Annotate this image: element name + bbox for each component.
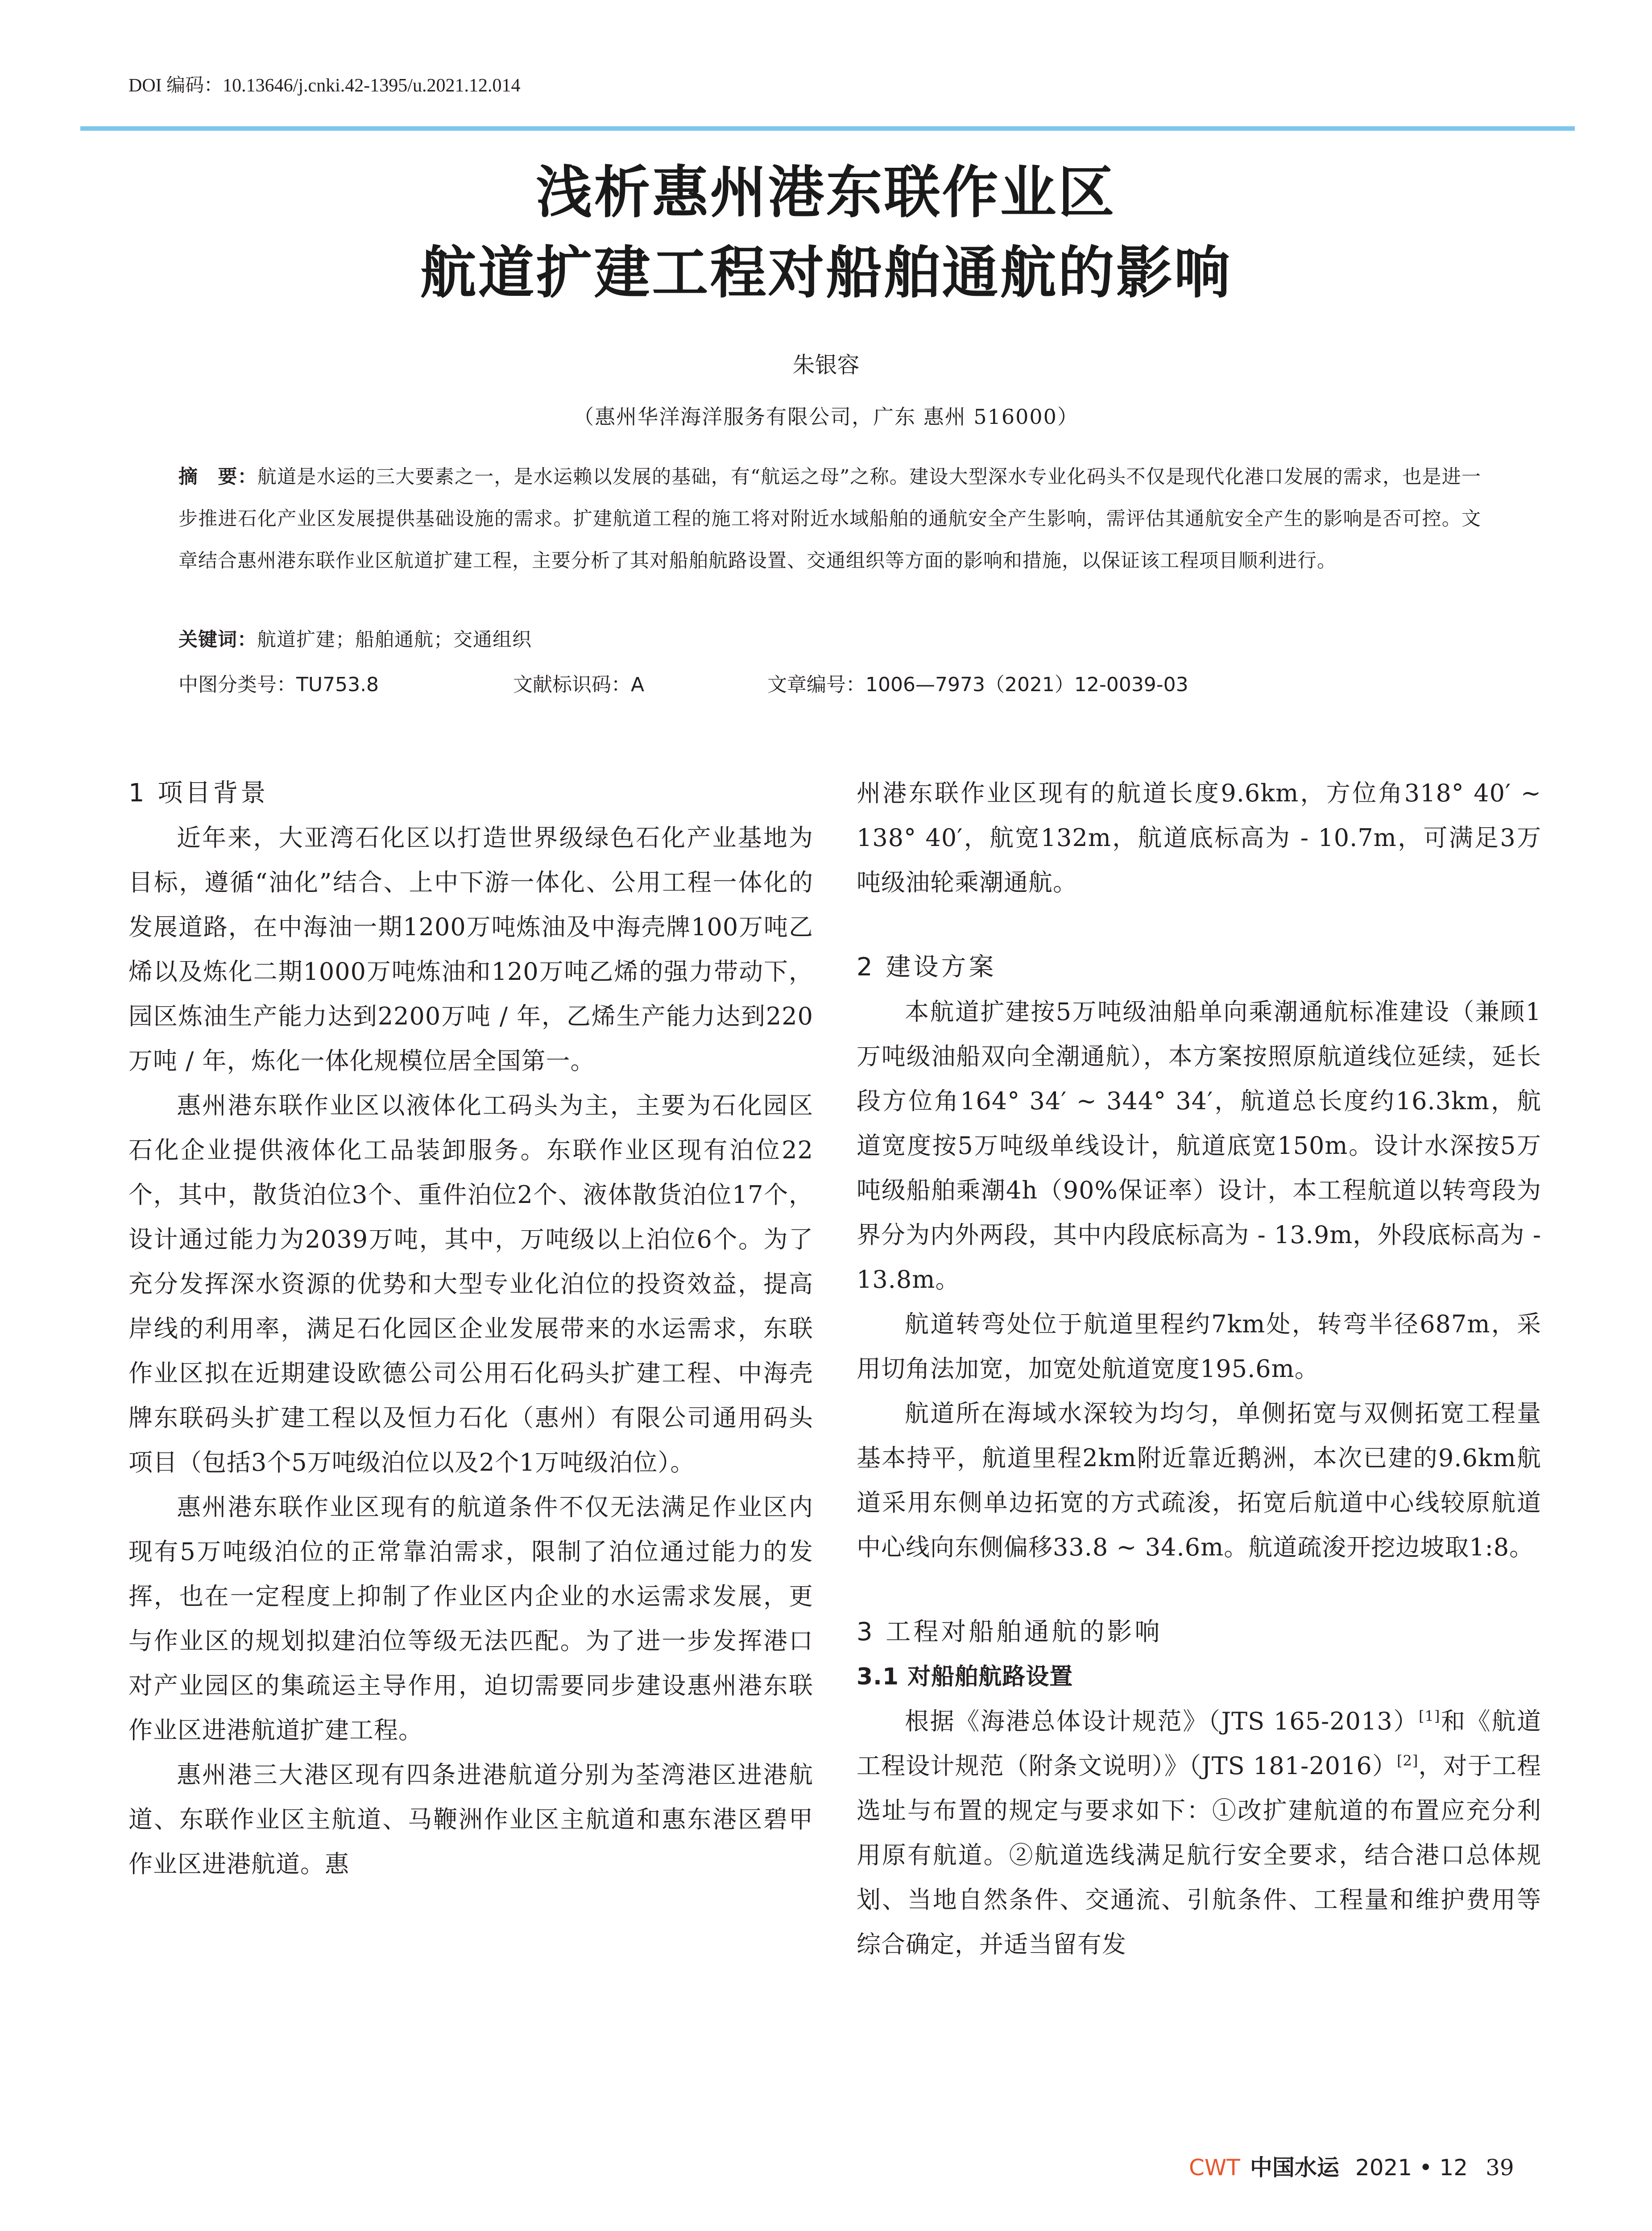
article-number: 文章编号：1006—7973（2021）12-0039-03 — [767, 673, 1188, 696]
reference-2[interactable]: [2] — [1396, 1752, 1419, 1769]
keywords-label: 关键词： — [178, 629, 257, 651]
issue-number: 2021 • 12 — [1355, 2155, 1468, 2181]
paragraph: 惠州港东联作业区以液体化工码头为主，主要为石化园区石化企业提供液体化工品装卸服务。东联作业区现有泊位22个，其中，散货泊位3个、重件泊位2个、液体散货泊位17个，设计通过能力为2039万吨，其中，万吨级以上泊位6个。为了充分发挥深水资源的优势和大型专业化泊位的投资效益，提高岸线的利用率，满足石化园区企业发展带来的水运需求，东联作业区拟在近期建设欧德公司公用石化码头扩建工程、中海壳牌东联码头扩建工程以及恒力石化（惠州）有限公司通用码头项目（包括3个5万吨级泊位以及2个1万吨级泊位）。 — [128, 1091, 813, 1476]
page-footer — [1189, 2150, 1514, 2182]
paragraph: 根据《海港总体设计规范》（JTS 165-2013）[1]和《航道工程设计规范（附条文说明）》（JTS 181-2016）[2]，对于工程选址与布置的规定与要求如下：①改扩建航道的布置应充分利用原有航道。②航道选线满足航行安全要求，结合港口总体规划、当地自然条件、交通流、引航条件、工程量和维护费用等综合确定，并适当留有发 — [857, 1707, 1541, 1958]
journal-name: 中国水运 — [1250, 2155, 1339, 2181]
section-1-heading: 1 项目背景 — [128, 779, 269, 808]
paragraph: 惠州港三大港区现有四条进港航道分别为荃湾港区进港航道、东联作业区主航道、马鞭洲作业区主航道和惠东港区碧甲作业区进港航道。惠 — [128, 1761, 813, 1878]
header-rule — [80, 126, 1575, 131]
doi-line: DOI 编码：10.13646/j.cnki.42-1395/u.2021.12.014 — [128, 75, 521, 96]
document-code: 文献标识码：A — [513, 673, 645, 696]
journal-brand-logo: CWT — [1189, 2155, 1240, 2181]
paragraph: 惠州港东联作业区现有的航道条件不仅无法满足作业区内现有5万吨级泊位的正常靠泊需求，限制了泊位通过能力的发挥，也在一定程度上抑制了作业区内企业的水运需求发展，更与作业区的规划拟建泊位等级无法匹配。为了进一步发挥港口对产业园区的集疏运主导作用，迫切需要同步建设惠州港东联作业区进港航道扩建工程。 — [128, 1493, 813, 1744]
clc-number: 中图分类号：TU753.8 — [178, 673, 379, 696]
affiliation: （惠州华洋海洋服务有限公司，广东 惠州 516000） — [573, 405, 1079, 429]
abstract — [178, 456, 1481, 582]
title-line-1: 浅析惠州港东联作业区 — [536, 159, 1116, 225]
abstract-label: 摘 要： — [178, 466, 257, 488]
section-3-1-heading: 3.1 对船舶航路设置 — [857, 1663, 1073, 1690]
right-column — [857, 771, 1541, 1967]
paragraph: 本航道扩建按5万吨级油船单向乘潮通航标准建设（兼顾1万吨级油船双向全潮通航），本方案按照原航道线位延续，延长段方位角164° 34′ ~ 344° 34′，航道总长度约16.3km，航道宽度按5万吨级单线设计，航道底宽150m。设计水深按5万吨级船舶乘潮4h（90%保证率）设计，本工程航道以转弯段为界分为内外两段，其中内段底标高为 - 13.9m，外段底标高为 - 13.8m。 — [857, 998, 1541, 1294]
keywords — [178, 625, 532, 652]
left-column — [128, 771, 813, 1887]
paragraph: 航道所在海域水深较为均匀，单侧拓宽与双侧拓宽工程量基本持平，航道里程2km附近靠近鹅洲，本次已建的9.6km航道采用东侧单边拓宽的方式疏浚，拓宽后航道中心线较原航道中心线向东侧偏移33.8 ~ 34.6m。航道疏浚开挖边坡取1:8。 — [857, 1399, 1541, 1561]
reference-1[interactable]: [1] — [1419, 1708, 1441, 1725]
paragraph-continued: 州港东联作业区现有的航道长度9.6km，方位角318° 40′ ~ 138° 40′，航宽132m，航道底标高为 - 10.7m，可满足3万吨级油轮乘潮通航。 — [857, 779, 1541, 896]
abstract-text: 航道是水运的三大要素之一，是水运赖以发展的基础，有“航运之母”之称。建设大型深水专业化码头不仅是现代化港口发展的需求，也是进一步推进石化产业区发展提供基础设施的需求。扩建航道工程的施工将对附近水域船舶的通航安全产生影响，需评估其通航安全产生的影响是否可控。文章结合惠州港东联作业区航道扩建工程，主要分析了其对船舶航路设置、交通组织等方面的影响和措施，以保证该工程项目顺利进行。 — [178, 466, 1482, 572]
author: 朱银容 — [792, 352, 860, 378]
page-number: 39 — [1486, 2155, 1514, 2181]
section-2-heading: 2 建设方案 — [857, 953, 997, 982]
keywords-text: 航道扩建；船舶通航；交通组织 — [257, 629, 532, 651]
section-3-heading: 3 工程对船舶通航的影响 — [857, 1617, 1163, 1646]
paragraph: 航道转弯处位于航道里程约7km处，转弯半径687m，采用切角法加宽，加宽处航道宽度195.6m。 — [857, 1310, 1541, 1383]
title-line-2: 航道扩建工程对船舶通航的影响 — [420, 240, 1232, 306]
paragraph: 近年来，大亚湾石化区以打造世界级绿色石化产业基地为目标，遵循“油化”结合、上中下游一体化、公用工程一体化的发展道路，在中海油一期1200万吨炼油及中海壳牌100万吨乙烯以及炼化二期1000万吨炼油和120万吨乙烯的强力带动下，园区炼油生产能力达到2200万吨 / 年，乙烯生产能力达到220万吨 / 年，炼化一体化规模位居全国第一。 — [128, 824, 813, 1075]
